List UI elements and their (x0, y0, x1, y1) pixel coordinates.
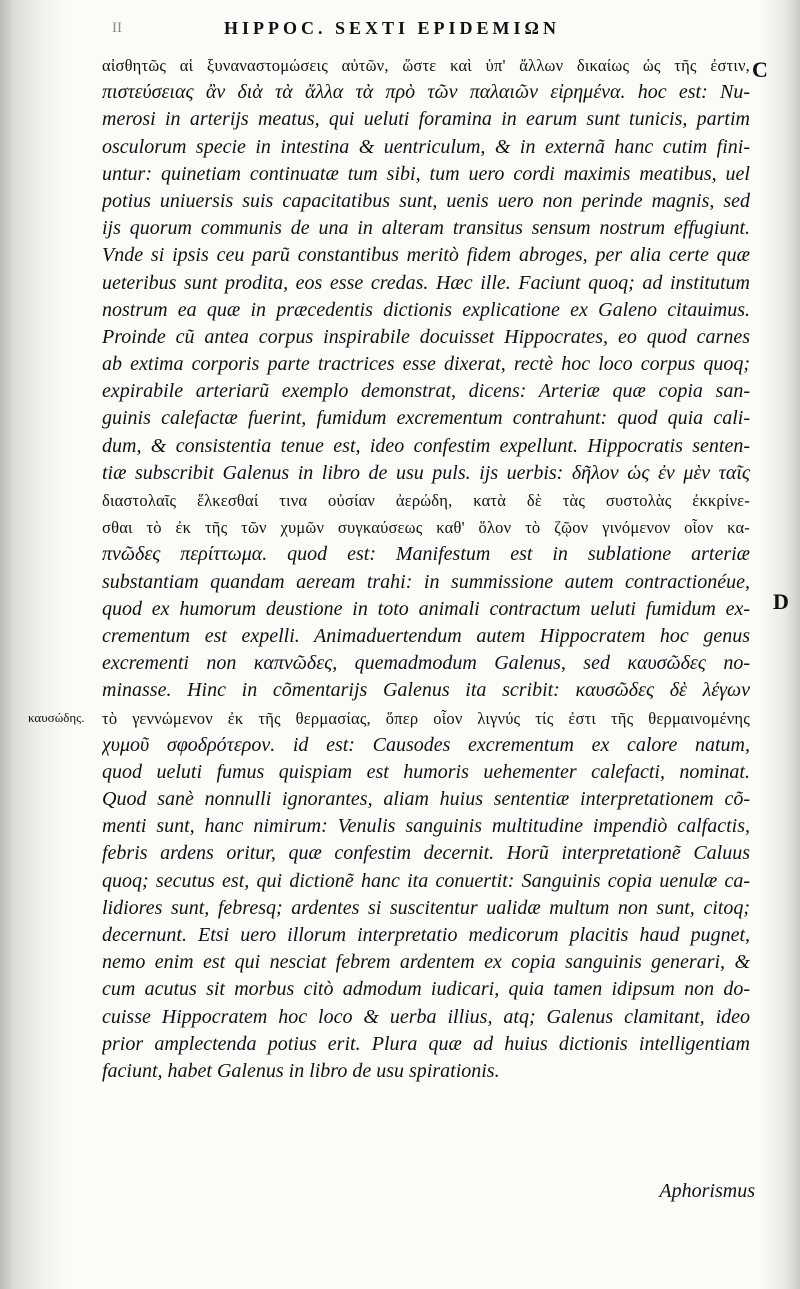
marginal-letter-d: D (773, 589, 789, 614)
text-line: prior amplectenda potius erit. Plura quæ ad huius dictionis intelligentiam (102, 1032, 750, 1055)
text-line: πιστεύσειας ἂν διὰ τὰ ἄλλα τὰ πρὸ τῶν παλαιῶν εἰρημένα. hoc est: Nu- (102, 81, 750, 104)
marginal-letter-c: C (752, 57, 768, 82)
page-edge-shadow (760, 0, 800, 1289)
text-line: πνῶδες περίττωμα. quod est: Manifestum est in sublatione arteriæ (102, 543, 750, 566)
text-line: guinis calefactæ fuerint, fumidum excrementum contrahunt: quod quia cali- (102, 407, 750, 430)
page-gutter-shadow (0, 0, 70, 1289)
folio-number: II (112, 20, 122, 36)
text-line: αἰσθητῶς αἱ ξυναναστομώσεις αὐτῶν, ὥστε καὶ ὑπ' ἄλλων δικαίως ὡς τῆς ἐστιν, (102, 56, 750, 75)
text-line: quoq; secutus est, qui dictionẽ hanc ita conuertit: Sanguinis copia uenulæ ca- (102, 869, 750, 892)
text-line: decernunt. Etsi uero illorum interpretatio medicorum placitis haud pugnet, (102, 924, 750, 946)
text-line: crementum est expelli. Animaduertendum autem Hippocratem hoc genus (102, 624, 750, 647)
text-line: untur: quinetiam continuatæ tum sibi, tum uero cordi maximis meatibus, uel (102, 162, 750, 185)
text-line: substantiam quandam aeream trahi: in summissione autem contractionéue, (102, 570, 750, 593)
text-line: nostrum ea quæ in præcedentis dictionis explicatione ex Galeno citauimus. (102, 298, 750, 321)
body-text (102, 52, 750, 1085)
text-line: cum acutus sit morbus citò admodum iudicari, quia tamen idipsum non do- (102, 978, 750, 1001)
text-line: σθαι τὸ ἐκ τῆς τῶν χυμῶν συγκαύσεως καθ' ὅλον τὸ ζῷον γινόμενον οἷον κα- (102, 518, 750, 538)
text-line: nemo enim est qui nesciat febrem ardentem ex copia sanguinis generari, & (102, 951, 750, 974)
text-line: Quod sanè nonnulli ignorantes, aliam huius sententiæ interpretationem cõ- (102, 788, 750, 811)
text-line: tiæ subscribit Galenus in libro de usu puls. ijs uerbis: δῆλον ὡς ἐν μὲν ταῖς (102, 461, 750, 484)
catchword: Aphorismus (659, 1180, 755, 1202)
text-line: osculorum specie in intestina & uentriculum, & in externã hanc cutim fini- (102, 135, 750, 158)
text-line: Vnde si ipsis ceu parũ constantibus meritò fidem abroges, per alia certe quæ (102, 244, 750, 267)
text-line: faciunt, habet Galenus in libro de usu spirationis. (102, 1059, 500, 1082)
text-line: febris ardens oritur, quæ confestim decernit. Horũ interpretationẽ Caluus (102, 842, 750, 865)
text-line: dum, & consistentia tenue est, ideo confestim expellunt. Hippocratis senten- (102, 434, 750, 457)
page-header (112, 18, 750, 44)
text-line: excrementi non καπνῶδες, quemadmodum Galenus, sed καυσῶδες no- (102, 652, 750, 675)
marginal-greek-note: καυσώδης. (28, 710, 85, 725)
text-line: merosi in arterijs meatus, qui ueluti foramina in earum sunt tunicis, partim (102, 108, 750, 131)
text-line: expirabile arteriarũ exemplo demonstrat, dicens: Arteriæ quæ copia san- (102, 380, 750, 403)
text-line: ueteribus sunt prodita, eos esse credas. Hæc ille. Faciunt quoq; ad institutum (102, 271, 750, 294)
text-line: διαστολαῖς ἕλκεσθαί τινα οὐσίαν ἀερώδη, κατὰ δὲ τὰς συστολὰς ἐκκρίνε- (102, 491, 750, 510)
text-line: χυμοῦ σφοδρότερον. id est: Causodes excrementum ex calore natum, (102, 733, 750, 756)
text-line: quod ueluti fumus quispiam est humoris uehementer calefacti, nominat. (102, 760, 750, 783)
text-line: lidiores sunt, febresq; ardentes si suscitentur ualidæ multum non sunt, citoq; (102, 896, 750, 919)
text-line: potius uniuersis suis capacitatibus sunt, uenis uero non perinde magnis, sed (102, 189, 750, 212)
text-line: cuisse Hippocratem hoc loco & uerba illius, atq; Galenus clamitant, ideo (102, 1005, 750, 1028)
text-line: ijs quorum communis de una in alteram transitus sensum nostrum effugiunt. (102, 217, 750, 240)
running-head: HIPPOC. SEXTI EPIDEMIΩN (224, 18, 560, 38)
text-line: menti sunt, hanc nimirum: Venulis sanguinis multitudine impendiò calfactis, (102, 815, 750, 838)
text-line: ab extima corporis parte tractrices esse dixerat, rectè hoc loco corpus quoq; (102, 353, 750, 376)
text-line: τὸ γεννώμενον ἐκ τῆς θερμασίας, ὅπερ οἷον λιγνύς τίς ἐστι τῆς θερμαινομένης (102, 708, 750, 728)
text-line: Proinde cũ antea corpus inspirabile docuisset Hippocrates, eo quod carnes (102, 325, 750, 348)
text-line: minasse. Hinc in cõmentarijs Galenus ita scribit: καυσῶδες δὲ λέγων (102, 679, 750, 702)
text-line: quod ex humorum deustione in toto animali contractum ueluti fumidum ex- (102, 597, 750, 620)
